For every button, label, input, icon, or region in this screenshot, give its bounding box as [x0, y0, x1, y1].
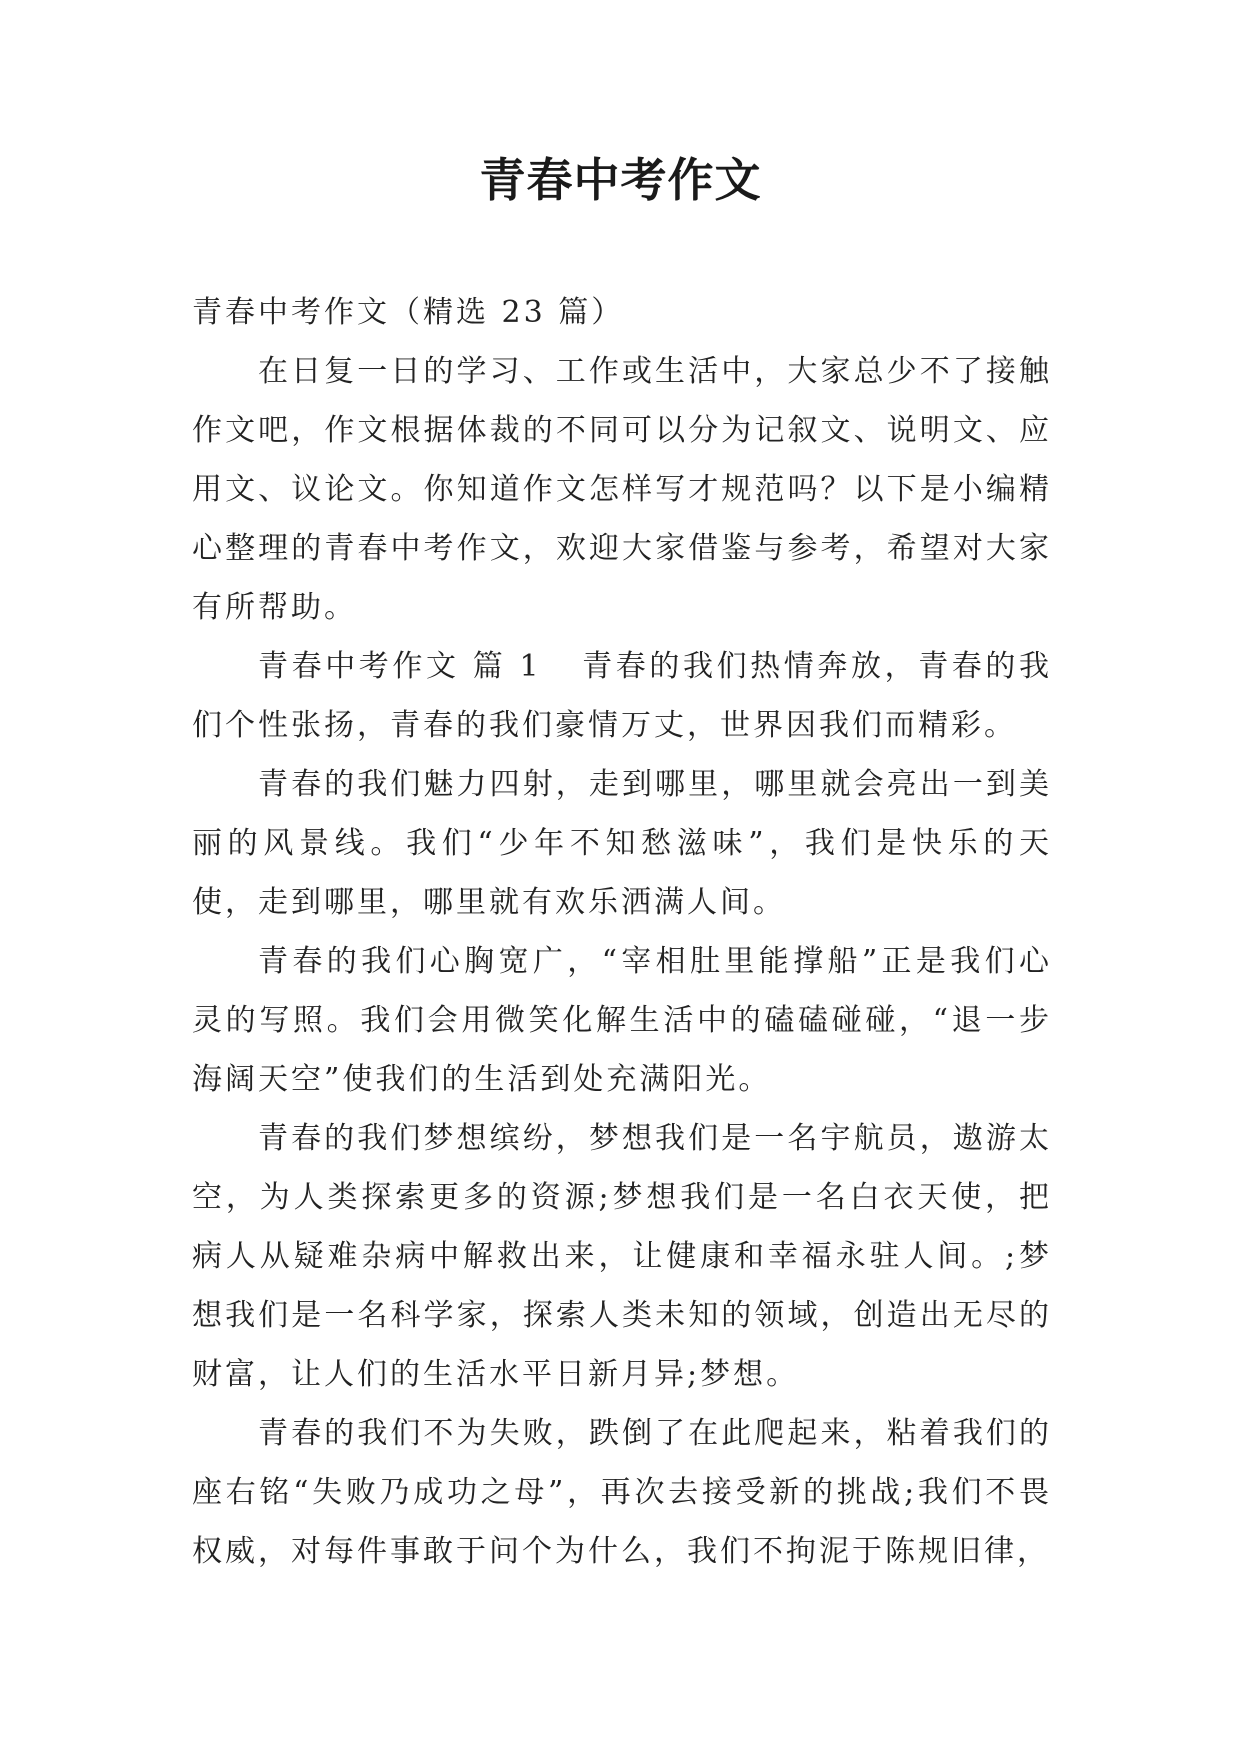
body-paragraph: 青春的我们魅力四射，走到哪里，哪里就会亮出一到美丽的风景线。我们“少年不知愁滋味”，我们是快乐的天使，走到哪里，哪里就有欢乐洒满人间。: [192, 767, 1052, 920]
body-paragraph: 青春的我们梦想缤纷，梦想我们是一名宇航员，遨游太空，为人类探索更多的资源;梦想我们是一名白衣天使，把病人从疑难杂病中解救出来，让健康和幸福永驻人间。;梦想我们是一名科学家，探索人类未知的领域，创造出无尽的财富，让人们的生活水平日新月异;梦想。: [192, 1121, 1052, 1392]
intro-paragraph: 在日复一日的学习、工作或生活中，大家总少不了接触作文吧，作文根据体裁的不同可以分为记叙文、说明文、应用文、议论文。你知道作文怎样写才规范吗？以下是小编精心整理的青春中考作文，欢迎大家借鉴与参考，希望对大家有所帮助。: [192, 354, 1052, 625]
chapter-first-text: 青春的我们热情奔放，青春的我们个性张扬，青春的我们豪情万丈，世界因我们而精彩。: [192, 649, 1052, 743]
document-subtitle: 青春中考作文（精选 23 篇）: [192, 295, 625, 330]
body-paragraph: 青春的我们不为失败，跌倒了在此爬起来，粘着我们的座右铭“失败乃成功之母”，再次去接受新的挑战;我们不畏权威，对每件事敢于问个为什么，我们不拘泥于陈规旧律，: [192, 1416, 1052, 1569]
document-title: 青春中考作文: [479, 153, 762, 207]
chapter-1-heading-paragraph: [192, 637, 1052, 755]
body-paragraph: 青春的我们心胸宽广，“宰相肚里能撑船”正是我们心灵的写照。我们会用微笑化解生活中的磕磕碰碰，“退一步海阔天空”使我们的生活到处充满阳光。: [192, 944, 1052, 1097]
chapter-label: 青春中考作文 篇 1: [258, 649, 542, 684]
document-body: [192, 283, 1052, 1581]
